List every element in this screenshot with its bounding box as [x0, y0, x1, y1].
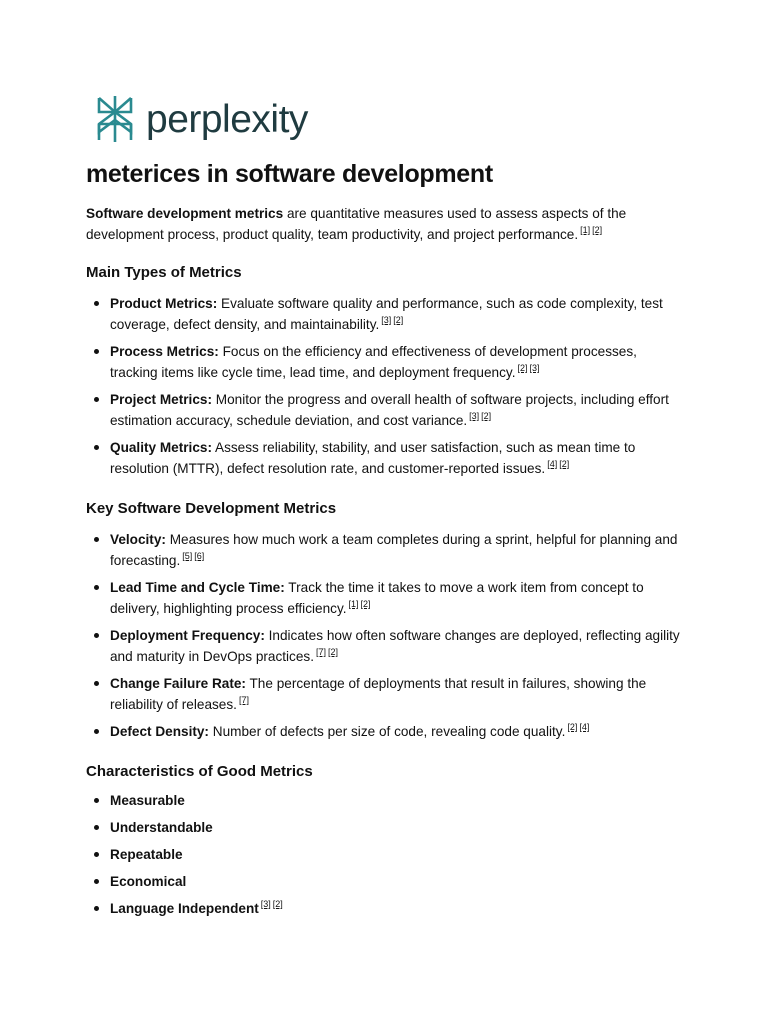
- list-item: [86, 389, 686, 431]
- item-label: Repeatable: [110, 847, 183, 862]
- item-text: Evaluate software quality and performance, such as code complexity, test coverage, defect density, and maintainability.: [110, 296, 663, 332]
- citation-link[interactable]: [1]: [348, 599, 359, 609]
- list-item: [86, 293, 686, 335]
- section-characteristics: [86, 763, 686, 919]
- item-label: Economical: [110, 874, 187, 889]
- list-item: [86, 625, 686, 667]
- item-label: Defect Density:: [110, 724, 209, 739]
- page-title: meterices in software development: [86, 160, 493, 188]
- list-item: [86, 341, 686, 383]
- list-item: [86, 673, 686, 715]
- citation-link[interactable]: [2]: [567, 722, 578, 732]
- citation-link[interactable]: [2]: [328, 647, 339, 657]
- intro-paragraph: [86, 203, 686, 245]
- item-text: Measures how much work a team completes during a sprint, helpful for planning and forecasting.: [110, 532, 678, 568]
- list-item: [86, 437, 686, 479]
- item-text: Monitor the progress and overall health of software projects, including effort estimation accuracy, schedule deviation, and cost variance.: [110, 392, 669, 428]
- list-item: [86, 817, 686, 838]
- section-key-metrics: [86, 500, 686, 742]
- brand-name: perplexity: [146, 97, 308, 141]
- citation-link[interactable]: [3]: [381, 315, 392, 325]
- citation-link[interactable]: [4]: [579, 722, 590, 732]
- citation-link[interactable]: [2]: [393, 315, 404, 325]
- citation-link[interactable]: [3]: [529, 363, 540, 373]
- intro-text: are quantitative measures used to assess aspects of the development process, product quality, team productivity, and project performance.: [86, 206, 627, 242]
- section-heading: Characteristics of Good Metrics: [86, 763, 313, 780]
- item-text: Indicates how often software changes are deployed, reflecting agility and maturity in DevOps practices.: [110, 628, 680, 664]
- item-label: Language Independent: [110, 901, 259, 916]
- item-label: Process Metrics:: [110, 344, 219, 359]
- list-item: [86, 898, 686, 919]
- citation-link[interactable]: [5]: [182, 551, 193, 561]
- item-label: Understandable: [110, 820, 213, 835]
- citation-link[interactable]: [2]: [559, 459, 570, 469]
- citation-link[interactable]: [2]: [272, 899, 283, 909]
- list-item: [86, 790, 686, 811]
- item-label: Product Metrics:: [110, 296, 218, 311]
- item-label: Deployment Frequency:: [110, 628, 265, 643]
- citation-link[interactable]: [3]: [469, 411, 480, 421]
- list-item: [86, 844, 686, 865]
- citation-link[interactable]: [4]: [547, 459, 558, 469]
- section-heading: Main Types of Metrics: [86, 264, 242, 281]
- list-item: [86, 871, 686, 892]
- bullet-list: [86, 293, 686, 479]
- citation-link[interactable]: [2]: [592, 225, 603, 235]
- list-item: [86, 721, 686, 742]
- item-text: Number of defects per size of code, revealing code quality.: [208, 724, 566, 739]
- item-label: Project Metrics:: [110, 392, 212, 407]
- citation-link[interactable]: [2]: [481, 411, 492, 421]
- item-text: Assess reliability, stability, and user satisfaction, such as mean time to resolution (MTTR), defect resolution rate, and customer-reported issues.: [110, 440, 636, 476]
- section-main-types: [86, 264, 686, 479]
- item-label: Velocity:: [110, 532, 166, 547]
- item-text: The percentage of deployments that result in failures, showing the reliability of releases.: [110, 676, 647, 712]
- citation-link[interactable]: [6]: [194, 551, 205, 561]
- section-heading: Key Software Development Metrics: [86, 500, 337, 517]
- perplexity-logo-icon: [94, 94, 136, 144]
- list-item: [86, 577, 686, 619]
- citation-link[interactable]: [2]: [360, 599, 371, 609]
- citation-link[interactable]: [3]: [260, 899, 271, 909]
- bullet-list: [86, 529, 686, 742]
- citation-link[interactable]: [7]: [238, 695, 249, 705]
- item-label: Lead Time and Cycle Time:: [110, 580, 285, 595]
- citation-link[interactable]: [1]: [580, 225, 591, 235]
- item-label: Quality Metrics:: [110, 440, 212, 455]
- bullet-list: [86, 790, 686, 919]
- citation-link[interactable]: [2]: [517, 363, 528, 373]
- item-label: Change Failure Rate:: [110, 676, 246, 691]
- item-text: Track the time it takes to move a work item from concept to delivery, highlighting process efficiency.: [110, 580, 644, 616]
- citation-link[interactable]: [7]: [316, 647, 327, 657]
- item-text: Focus on the efficiency and effectiveness of development processes, tracking items like cycle time, lead time, and deployment frequency.: [110, 344, 637, 380]
- intro-bold: Software development metrics: [86, 206, 284, 221]
- brand-logo: [94, 94, 308, 144]
- list-item: [86, 529, 686, 571]
- item-label: Measurable: [110, 793, 185, 808]
